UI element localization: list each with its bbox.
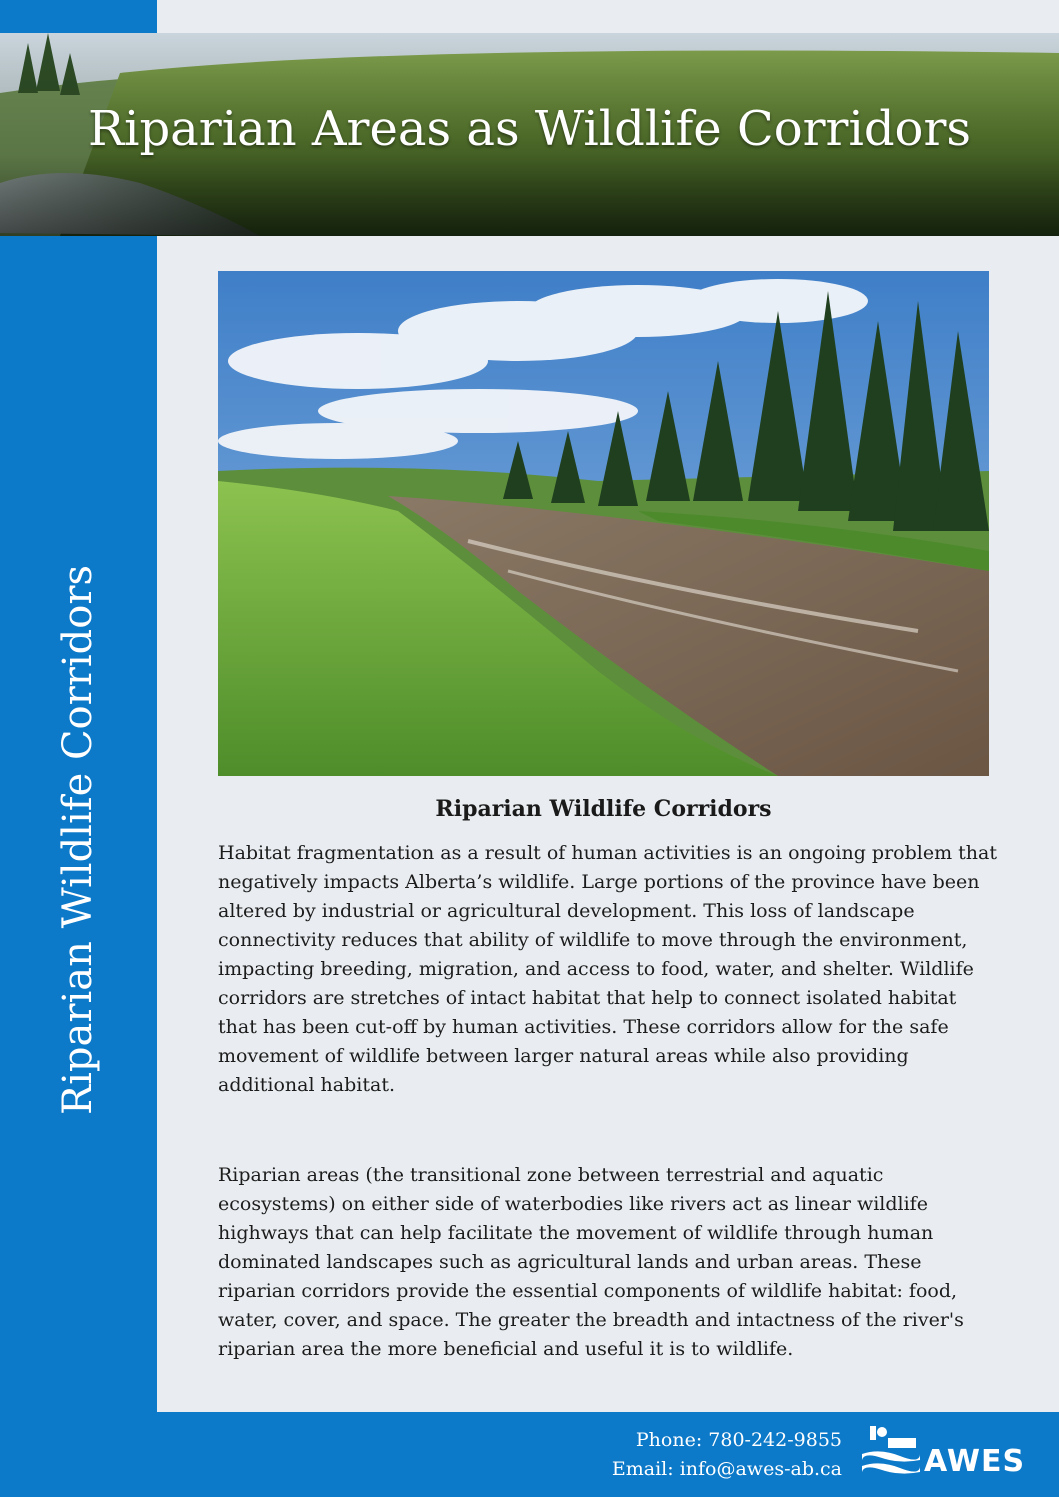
header-banner <box>0 33 1059 236</box>
phone-number[interactable]: Phone: 780-242-9855 <box>635 1429 842 1451</box>
awes-logo <box>860 1424 1030 1484</box>
body-paragraph-2: Riparian areas (the transitional zone between terrestrial and aquatic ecosystems) on either side of waterbodies like rivers act as linear wildlife highways that can help facilitate the movement of wildlife through human dominated landscapes such as agricultural lands and urban areas. These riparian corridors provide the essential components of wildlife habitat: food, water, cover, and space. The greater the breadth and intactness of the river's riparian area the more beneficial and useful it is to wildlife. <box>218 1164 964 1360</box>
banner-title: Riparian Areas as Wildlife Corridors <box>87 101 972 157</box>
awes-logo-icon <box>860 1424 922 1480</box>
logo-text: AWES <box>924 1444 1026 1479</box>
contact-info <box>612 1426 842 1484</box>
section-heading: Riparian Wildlife Corridors <box>435 796 772 822</box>
river-landscape-photo <box>218 271 989 776</box>
sidebar-title: Riparian Wildlife Corridors <box>55 564 101 1116</box>
body-paragraph-1: Habitat fragmentation as a result of human activities is an ongoing problem that negatively impacts Alberta’s wildlife. Large portions of the province have been altered by industrial or agricultural development. This loss of landscape connectivity reduces that ability of wildlife to move through the environment, impacting breeding, migration, and access to food, water, and shelter. Wildlife corridors are stretches of intact habitat that help to connect isolated habitat that has been cut-off by human activities. These corridors allow for the safe movement of wildlife between larger natural areas while also providing additional habitat. <box>218 842 997 1096</box>
top-strip <box>157 0 1059 33</box>
email-address[interactable]: Email: info@awes-ab.ca <box>611 1458 842 1480</box>
